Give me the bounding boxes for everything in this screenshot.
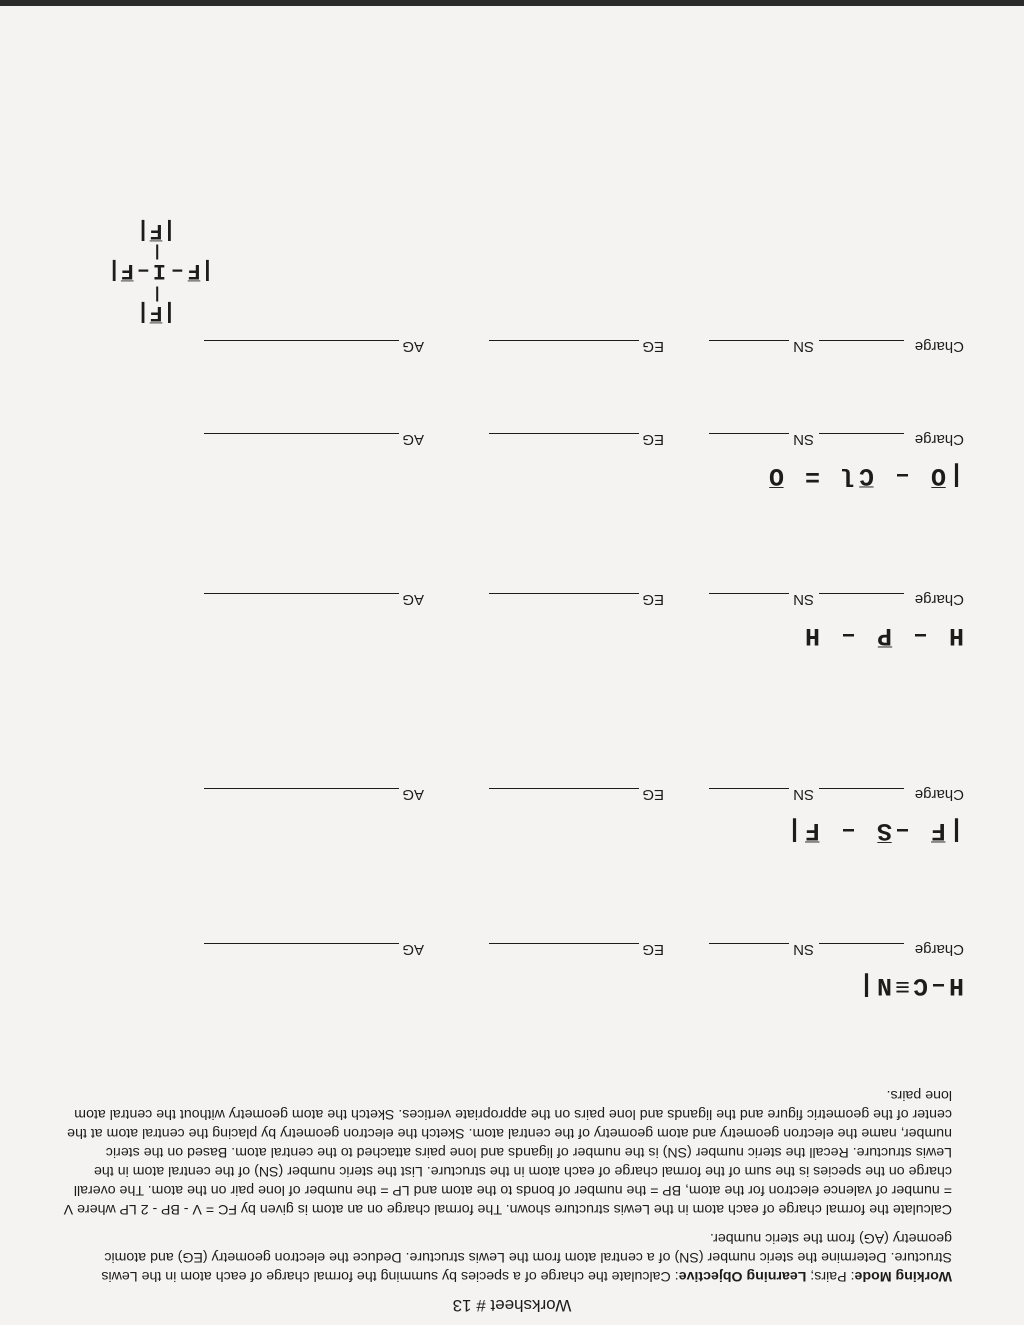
eg-label: EG bbox=[642, 941, 664, 958]
sn-blank[interactable] bbox=[709, 788, 789, 789]
ag-blank[interactable] bbox=[204, 593, 399, 594]
eg-label: EG bbox=[642, 431, 664, 448]
charge-blank[interactable] bbox=[819, 593, 904, 594]
ag-label: AG bbox=[402, 786, 424, 803]
sn-blank[interactable] bbox=[709, 433, 789, 434]
charge-blank[interactable] bbox=[819, 433, 904, 434]
if4-left-fluorine: |F̅ bbox=[187, 258, 214, 283]
ag-blank[interactable] bbox=[204, 943, 399, 944]
if4-top-fluorine: |F̅| bbox=[136, 300, 176, 325]
answer-line-sf2 bbox=[64, 783, 964, 803]
if4-right-fluorine: F̅| bbox=[107, 258, 134, 283]
mode-label: Working Mode bbox=[854, 1268, 952, 1284]
sn-label: SN bbox=[793, 591, 814, 608]
sn-label: SN bbox=[793, 431, 814, 448]
charge-label: Charge bbox=[914, 431, 964, 448]
lewis-structure-if4 bbox=[104, 205, 214, 325]
ag-label: AG bbox=[402, 941, 424, 958]
answer-line-hcn bbox=[64, 938, 964, 958]
if4-top-bond: | bbox=[152, 285, 162, 303]
charge-blank[interactable] bbox=[819, 788, 904, 789]
answer-line-clo2 bbox=[64, 428, 964, 448]
ag-label: AG bbox=[402, 431, 424, 448]
lewis-structure-sf2: |F̅ –S̅ – F̅| bbox=[783, 816, 964, 845]
eg-blank[interactable] bbox=[489, 593, 639, 594]
sn-blank[interactable] bbox=[709, 340, 789, 341]
charge-blank[interactable] bbox=[819, 340, 904, 341]
answer-line-ph2 bbox=[64, 588, 964, 608]
sn-blank[interactable] bbox=[709, 943, 789, 944]
lewis-structure-hcn: H–C≡N| bbox=[855, 971, 964, 1000]
if4-bottom-bond: | bbox=[152, 243, 162, 261]
if4-central-iodine: I bbox=[152, 258, 166, 283]
charge-label: Charge bbox=[914, 941, 964, 958]
sn-blank[interactable] bbox=[709, 593, 789, 594]
charge-blank[interactable] bbox=[819, 943, 904, 944]
if4-bottom-fluorine: |F̅| bbox=[136, 218, 176, 243]
page-title: Worksheet # 13 bbox=[452, 1296, 572, 1315]
objective-text: Calculate the charge of a species by summing the formal charge of each atom in the Lewis Structure. Determine the steric number (SN) of a central atom from the Lewis structure. Deduce the electron geometry (EG) and atomic geometry (AG) from the steric number. bbox=[101, 1230, 952, 1284]
structure-block-ph2 bbox=[0, 590, 1024, 650]
intro-text bbox=[60, 1085, 952, 1285]
eg-blank[interactable] bbox=[489, 340, 639, 341]
sn-label: SN bbox=[793, 338, 814, 355]
eg-blank[interactable] bbox=[489, 943, 639, 944]
ag-label: AG bbox=[402, 338, 424, 355]
structure-block-sf2 bbox=[0, 785, 1024, 845]
ag-label: AG bbox=[402, 591, 424, 608]
mode-value: Pairs bbox=[814, 1268, 847, 1284]
structure-block-hcn bbox=[0, 940, 1024, 1000]
sn-label: SN bbox=[793, 941, 814, 958]
eg-blank[interactable] bbox=[489, 788, 639, 789]
if4-left-bond: – bbox=[170, 258, 184, 283]
ag-blank[interactable] bbox=[204, 340, 399, 341]
charge-label: Charge bbox=[914, 786, 964, 803]
worksheet-page bbox=[0, 6, 1024, 1325]
lewis-structure-clo2: |O̅ – C̅l = O̅ bbox=[765, 461, 964, 490]
answer-line-if4 bbox=[64, 335, 964, 355]
instructions-paragraph: Calculate the formal charge of each atom in the Lewis structure shown. The formal charge on an atom is given by FC = V - BP - 2 LP where V = number of valence electron for the atom, BP = the number of bonds to the atom and LP = the number of lone pair on the atom. The overall charge on the species is the sum of the formal charge of each atom in the structure. List the steric number (SN) of the central atom in the Lewis structure. Recall the steric number (SN) is the number of ligands and lone pairs attached to the central atom. Based on the steric number, name the electron geometry and atom geometry of the central atom. Sketch the electron geometry by placing the central atom at the center of the geometric figure and the ligands and lone pairs on the appropriate vertices. Sketch the atom geometry without the central atom lone pairs. bbox=[63, 1087, 952, 1217]
if4-right-bond: – bbox=[136, 258, 150, 283]
eg-label: EG bbox=[642, 338, 664, 355]
eg-label: EG bbox=[642, 786, 664, 803]
charge-label: Charge bbox=[914, 591, 964, 608]
structure-block-clo2 bbox=[0, 430, 1024, 490]
ag-blank[interactable] bbox=[204, 433, 399, 434]
eg-blank[interactable] bbox=[489, 433, 639, 434]
sn-label: SN bbox=[793, 786, 814, 803]
eg-label: EG bbox=[642, 591, 664, 608]
objective-label: Learning Objective bbox=[678, 1268, 807, 1284]
ag-blank[interactable] bbox=[204, 788, 399, 789]
charge-label: Charge bbox=[914, 338, 964, 355]
objective-paragraph: Working Mode: Pairs; Learning Objective: Calculate the charge of a species by summing the formal charge of each atom in the Lewis Structure. Determine the steric number (SN) of a central atom from the Lewis structure. Deduce the electron geometry (EG) and atomic geometry (AG) from the steric number. bbox=[101, 1230, 952, 1284]
lewis-structure-ph2: H – P̅ – H bbox=[801, 621, 964, 650]
